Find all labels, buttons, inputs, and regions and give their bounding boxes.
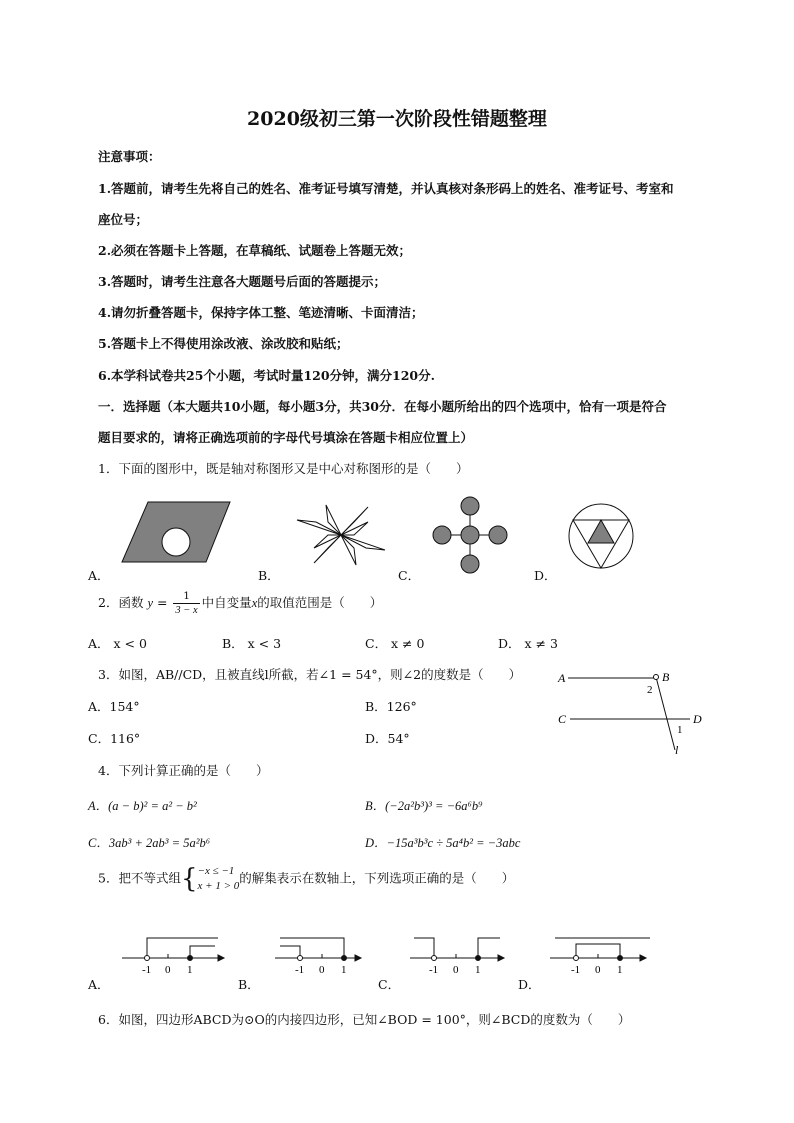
q2-option-c: C． x ≠ 0 bbox=[365, 636, 425, 651]
section-heading: 一．选择题（本大题共10小题，每小题3分，共30分．在每小题所给出的四个选项中，恰有一项是符合 bbox=[98, 399, 667, 414]
q1-label-d: D． bbox=[534, 568, 557, 583]
q2-var-x: x bbox=[251, 596, 258, 610]
transversal-l bbox=[656, 677, 675, 750]
q2-fraction bbox=[173, 590, 199, 617]
notice-item-3: 3.答题时，请考生注意各大题题号后面的答题提示； bbox=[98, 274, 387, 289]
q5-post: 的解集表示在数轴上，下列选项正确的是（ ） bbox=[239, 870, 515, 886]
q2-post: 中自变量 bbox=[201, 595, 252, 610]
question-3-figure bbox=[550, 665, 720, 760]
point-b bbox=[654, 675, 659, 680]
q2-option-b: B． x < 3 bbox=[222, 636, 282, 651]
label-b: B bbox=[662, 670, 670, 684]
q2-pre: 2．函数 bbox=[98, 595, 148, 610]
question-6-stem: 6．如图，四边形ABCD为⊙O的内接四边形，已知∠BOD = 100°，则∠BCD的度数为（ ） bbox=[98, 1012, 631, 1027]
question-2-stem bbox=[98, 590, 382, 617]
q2-numerator: 1 bbox=[173, 590, 199, 604]
q1-label-c: C． bbox=[398, 568, 421, 583]
q3-option-d: D．54° bbox=[365, 731, 410, 746]
label-d: D bbox=[693, 712, 702, 726]
number-line-d bbox=[550, 938, 650, 961]
tick-d-0: 0 bbox=[595, 964, 601, 976]
q2-option-d: D． x ≠ 3 bbox=[498, 636, 558, 651]
circle-hole bbox=[162, 528, 190, 556]
label-a: A bbox=[558, 671, 566, 685]
q5-ineq-1: −x ≤ −1 bbox=[197, 865, 235, 877]
notice-item-4: 4.请勿折叠答题卡，保持字体工整、笔迹清晰、卡面清洁； bbox=[98, 305, 424, 320]
tick-b-neg1: -1 bbox=[295, 964, 305, 976]
q3-option-b: B．126° bbox=[365, 699, 417, 714]
question-4-stem: 4．下列计算正确的是（ ） bbox=[98, 763, 269, 778]
q4-option-a: A．(a − b)² = a² − b² bbox=[88, 799, 197, 813]
notice-heading: 注意事项： bbox=[98, 149, 161, 164]
q1-label-b: B． bbox=[258, 568, 280, 583]
question-3-stem: 3．如图，AB//CD，且被直线l所截，若∠1 = 54°，则∠2的度数是（ ） bbox=[98, 667, 522, 682]
notice-item-5: 5.答题卡上不得使用涂改液、涂改胶和贴纸； bbox=[98, 336, 349, 351]
notice-item-2: 2.必须在答题卡上答题，在草稿纸、试题卷上答题无效； bbox=[98, 243, 412, 258]
q2-option-a: A． x < 0 bbox=[88, 636, 147, 651]
label-l: l bbox=[675, 743, 679, 757]
q4-option-c: C．3ab³ + 2ab³ = 5a²b⁶ bbox=[88, 836, 211, 850]
q2-eq: = bbox=[153, 595, 172, 610]
page-title: 2020级初三第一次阶段性错题整理 bbox=[247, 108, 547, 130]
number-line-c bbox=[410, 938, 504, 961]
number-line-b bbox=[275, 938, 361, 961]
triangle-in-circle-figure bbox=[569, 504, 633, 568]
q1-label-a: A． bbox=[88, 568, 110, 583]
label-c: C bbox=[558, 712, 567, 726]
q2-var-y: y bbox=[147, 596, 153, 610]
q3-option-c: C．116° bbox=[88, 731, 141, 746]
tick-c-1: 1 bbox=[475, 964, 481, 976]
notice-item-1-cont: 座位号； bbox=[98, 212, 149, 227]
q5-pre: 5．把不等式组 bbox=[98, 870, 181, 886]
q4-option-b: B．(−2a²b³)³ = −6a⁶b⁹ bbox=[365, 799, 483, 813]
pinwheel-figure bbox=[297, 505, 385, 565]
tick-d-1: 1 bbox=[617, 964, 623, 976]
angle-1-label: 1 bbox=[677, 724, 683, 736]
q2-post2: 的取值范围是（ ） bbox=[257, 595, 383, 610]
question-5-number-lines bbox=[110, 930, 670, 978]
tick-c-0: 0 bbox=[453, 964, 459, 976]
q5-system bbox=[198, 864, 240, 894]
q5-label-b: B． bbox=[238, 977, 260, 992]
tick-b-0: 0 bbox=[319, 964, 325, 976]
notice-item-6: 6.本学科试卷共25个小题，考试时量120分钟，满分120分. bbox=[98, 368, 435, 383]
tick-a-neg1: -1 bbox=[142, 964, 152, 976]
tick-c-neg1: -1 bbox=[429, 964, 439, 976]
tick-b-1: 1 bbox=[341, 964, 347, 976]
q5-label-a: A． bbox=[88, 977, 110, 992]
q3-option-a: A．154° bbox=[88, 699, 140, 714]
q4-option-d: D．−15a³b³c ÷ 5a⁴b² = −3abc bbox=[365, 836, 521, 850]
tick-a-0: 0 bbox=[165, 964, 171, 976]
question-5-stem bbox=[98, 864, 514, 894]
notice-item-1: 1.答题前，请考生先将自己的姓名、准考证号填写清楚，并认真核对条形码上的姓名、准考证号、考室和 bbox=[98, 181, 674, 196]
q2-denominator: 3 − x bbox=[175, 605, 198, 616]
circles-cross-figure bbox=[433, 497, 507, 573]
q5-label-d: D． bbox=[518, 977, 541, 992]
tick-d-neg1: -1 bbox=[571, 964, 581, 976]
q5-label-c: C． bbox=[378, 977, 401, 992]
angle-2-label: 2 bbox=[647, 684, 653, 696]
q5-ineq-2: x + 1 > 0 bbox=[197, 880, 240, 892]
number-line-a bbox=[122, 938, 224, 961]
tick-a-1: 1 bbox=[187, 964, 193, 976]
question-1-figures bbox=[98, 490, 698, 575]
question-1-stem: 1．下面的图形中，既是轴对称图形又是中心对称图形的是（ ） bbox=[98, 461, 469, 476]
section-heading-cont: 题目要求的，请将正确选项前的字母代号填涂在答题卡相应位置上） bbox=[98, 430, 474, 445]
q5-brace: { bbox=[180, 864, 198, 894]
